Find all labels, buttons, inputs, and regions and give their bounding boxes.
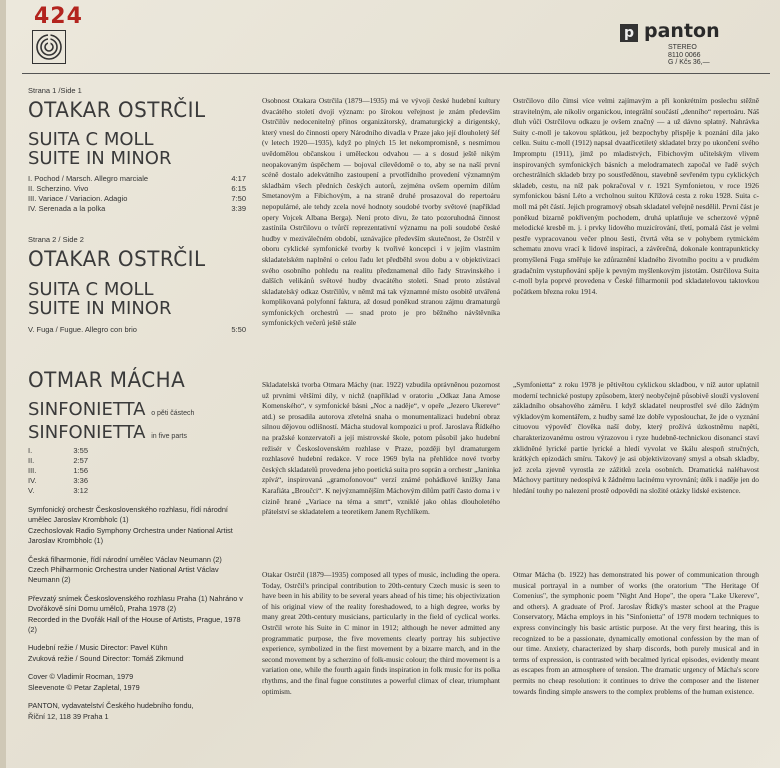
spiral-logo-icon [32, 30, 66, 64]
track-row: III. 1:56 [28, 466, 88, 475]
sinfonietta-tracklist [28, 446, 88, 496]
orchestra-credit-1: Symfonický orchestr Československého rozhlasu, řídí národní umělec Jaroslav Krombholc (1) Czechoslovak Radio Symphony Orchestra under National Artist Jaroslav Krombholc (1) [28, 505, 233, 546]
catalog-number: 8110 0066 [668, 51, 701, 59]
track-row: IV. Serenada a la polka 3:39 [28, 204, 246, 213]
handwritten-number: 424 [34, 4, 83, 29]
orchestra-credit-2: Česká filharmonie, řídí národní umělec Václav Neumann (2) Czech Philharmonic Orchestra under National Artist Václav Neumann (2) [28, 554, 222, 585]
track-row: I. 3:55 [28, 446, 88, 455]
side1-title-cz: SUITA C MOLL [28, 129, 154, 150]
side2-title-cz: SUITA C MOLL [28, 279, 154, 300]
side1-title-en: SUITE IN MINOR [28, 148, 172, 169]
side2-composer: OTAKAR OSTRČIL [28, 247, 206, 271]
brand-name: panton [644, 20, 720, 42]
sinfonietta-title-cz: SINFONIETTA o pěti částech [28, 399, 195, 420]
track-row: II. 2:57 [28, 456, 88, 465]
notes-ostrcil-cz-part1: Osobnost Otakara Ostrčila (1879—1935) má ve vývoji české hudební kultury dvacátého století dvojí význam: po šírokou veřejnost je znám především Ostrčilův nedocenitelný přínos organizátorský, dramaturgický a dirigentský, který vnesl do činnosti opery Národního divadla v Praze jako její dlouholetý šéf (v letech 1920—1935), když po plných 15 let nekompromisně, s nesmírnou uvědomělou občanskou i uměleckou odvahou — a s dosud ještě nikým neopakovaným úspěchem — bojoval cílevědomě o to, aby se na naší první scéně dostalo adekvátního zastoupení a prvotřídního provedení významným skladbám všech předních českých autorů, zejména ovšem operním dílům Smetanovým a Fibichovým, a na straně druhé prosazoval do repertoáru nepopulárné, ale tehdy zcela nové hodnoty soudobé tvorby světové (například opery Vojcek Albana Berga). Není proto divu, že tato pozoruhodná činnost zastínila Ostrčilovu o tvůrčí reprezentativní významu na poli soudobé české hudby v meziválečném období, uznávajíce především skutečnost, že Ostrčil v oboru cyklické symfonické tvorby k tvořivé koncepci i v jejím vlastním skladatelském naplnění o celou řadu let předběhl svou dobu a v objektivizaci svého osobního pohledu na realitu předznamenal dílo řady Stravinského i dalších velikánů světové hudby dvacátého století. Snad proto zůstával skladatelský odkaz Ostrčilův, v němž má tak významné místo osobitě utvářená komplikovaná polyfonní faktura, až dosud poněkud stranou zájmu dramaturgů symfonických orchestrů — snad proto je pro běžného návštěvníka symfonických večerů ještě stále [262, 96, 500, 328]
catalog-info [668, 44, 710, 67]
notes-ostrcil-cz-part2: Ostrčilovo dílo čímsi více velmi zajímavým a při konkrétním poslechu stěžně stravitelným, ale nikoliv organickou, integrální součástí „denního“ repertoáru. Náš dluh vůči Ostrčilovu odkazu je ovšem značný — a už dávno splatný. Nahrávka Suity c-moll je takovou splátkou, jež bezpochyby přispěje k poznání díla jako celku. Suitu c-moll (1912) napsal dvaatřicetiletý skladatel brzy po ukončení svého Impromptu (1911), jímž po mladistvých, Fibichovým učitelským vlivem inspirovaných symfonických básních a melodramatech započal ve řadě svých orchestrálních skladeb brzy po soustředěnou, stavebně sevřeném typu cyklických skladeb, cestu, na níž pak pokračoval v r. 1921 Symfonietou, v roce 1926 symfonickou básní Léto a vrcholnou suitou Křížová cesta z roku 1928. Suita c-moll má pět částí. Jejich programový obsah skladatel veřejně nesdělil. První část je poněkud bizarně pokřiveným pochodem, druhá uplatňuje ve scherzové výpně melodické kresbě m. j. i prvky lidového muzicírování, třetí, pomalá část je velmi pestře vypracovanou večer plnou šesti, čtvrtá věta se v pohybem rytmickém schematu znovu vrací k lidové inspiraci, a závěrečná, dokonale kontrapunkticky promyšlená Fuga směřuje ke zdůraznění kladného životního pocitu a v prudkém gradačním vystupňování spěje k pevným myšlenkovým jistotám. Ostrčilova Suita c-moll byla poprvé provedena v České filharmonii pod skladatelovou taktovkou počátkem března roku 1914. [513, 96, 759, 296]
header-divider [22, 73, 770, 74]
side2-label: Strana 2 / Side 2 [28, 235, 84, 244]
side2-tracklist [28, 325, 246, 335]
side1-label: Strana 1 /Side 1 [28, 86, 82, 95]
artwork-credits: Cover © Vladimír Rocman, 1979 Sleevenote © Petar Zapletal, 1979 [28, 672, 140, 692]
notes-macha-cz-part2: „Symfonietta“ z roku 1978 je pětivětou cyklickou skladbou, v níž autor uplatnil moderní technické postupy způsobem, který neobyčejně působivě slouží vyslovení základního obsahového záměru. I když skladatel neuprostřel své dílo žádným výkladovým komentářem, z hudby samé lze dobře vyposlouchat, že jde o vyznání cituovou výpověď člověka naší doby, který prožívá úzkostněmu napětí, charakterizovanému ostrou výrazovou i ryze hudebně-technickou disonancí staví zklidněné lyrické partie lyrické a hledí vyvolat ve škálu alespoň stručných, krátkých epizodách smíru. Takový je asi objektivizovaný smysl a obsah skladby, jež zcela zjevně vyrostla ze zážitků zcela osobních. Dramatická naléhavost Máchovy partitury nedospívá k žádnému lacinému vyrovnání; útěk i naděje jen do hledání touhy po nalezení prostě odpovědi na složité otázky lidské existence. [513, 380, 759, 495]
publisher-credit: PANTON, vydavatelství Českého hudebního fondu, Říční 12, 118 39 Praha 1 [28, 701, 194, 721]
macha-composer: OTMAR MÁCHA [28, 368, 186, 392]
track-row: IV. 3:36 [28, 476, 88, 485]
notes-macha-cz-part1: Skladatelská tvorba Otmara Máchy (nar. 1922) vzbudila oprávněnou pozornost už prvními většími díly, v nichž (například v oratoriu „Odkaz Jana Amose Komenského“, v symfonické básni „Noc a naděje“, v opeře „Jezero Ukereve“ atd.) se prosadila autorova zřetelná snaha o monumentalizaci hudební obraz silnou dějovou odlišností. Mácha studoval kompozici u prof. Jaroslava Řídkého na pražské konzervatoři a její mistrovské škole, potom působil jako hudební režisér v Československém rozhlase v Praze, později byl dramaturgem rozhlasové hudební redakce. V roce 1969 byla na přehlídce nové tvorby českých skladatelů provedena jeho poetická suita pro soprán a orchestr „Janinka zpívá“, inspirovaná „gramofonovou“ verzí známé pohádkové knížky Jana Karafiáta „Broučci“. K nejvýznamnějším Máchovým dílům patří často doma i v cizině hrané „Variace na téma a smrt“, vzniklé jako ohlas dlouholetého přátelství se skladatelem a teoretikem Janem Rychlíkem. [262, 380, 500, 517]
track-row: II. Scherzino. Vivo 6:15 [28, 184, 246, 193]
sinfonietta-title-en: SINFONIETTA in five parts [28, 422, 187, 443]
director-credits: Hudební režie / Music Director: Pavel Kühn Zvuková režie / Sound Director: Tomáš Zikmund [28, 643, 184, 663]
sleeve-edge [0, 0, 6, 768]
notes-ostrcil-en: Otakar Ostrčil (1879—1935) composed all types of music, including the opera. Today, Ostrčil's principal contribution to 20th-century Czech music is seen to have been in his ability to be several years ahead of his time; his objectivization of his original view of the reality foreshadowed, to a high degree, works by many great 20th-century musicians, particularly in the field of cyclical works. Ostrčil wrote his Suite in C minor in 1912; although he never admitted any programmatic purpose, the five movements clearly portray his subjective experience, symbolized in the first movement by a bizarre march, and in the second movement by a scherzino of folk-music colour; the third movement is a variation one, while the fourth again finds inspiration in folk music for its polka rhythms, and the final fugue constitutes a powerful climax of clear, triumphant optimism. [262, 570, 500, 696]
sinfonietta-title-block [28, 400, 194, 446]
credits-block [28, 505, 248, 730]
side2-title-block [28, 280, 171, 318]
notes-macha-en: Otmar Mácha (b. 1922) has demonstrated his power of communication through musical portrayal in a number of works (the oratorium "The Heritage Of Comenius", the symphonic poem "Night And Hope", the opera "Lake Ukereve", and others). A graduate of Prof. Jaroslav Řídký's master school at the Prague Conservatory, Mácha employs in his "Sinfonietta" of 1978 modern techniques to express convincingly his basic artistic purpose. At the very first hearing, this is recognized to be a passionate, dynamically emotional confession by the man of our time. Anxiety, characterized by sharp discords, both purely musical and in terms of expression, is contrasted with becalmed lyrical episodes, evidently meant as escapes from an atmosphere of tension. The dramatic urgency of Mácha's score permits no cheap resolution: it continues to drive the composer and the listener towards finding simple answers to the complex problems of the human existence. [513, 570, 759, 696]
recording-credit: Převzatý snímek Československého rozhlasu Praha (1) Nahráno v Dvořákově síni Domu umělců, Praha 1978 (2) Recorded in the Dvořák Hall of the House of Artists, Prague, 1978 (2) [28, 593, 243, 635]
panton-logo-icon: p [620, 24, 638, 42]
side1-tracklist [28, 174, 246, 214]
price: G / Kčs 36,— [668, 59, 710, 66]
side1-composer: OTAKAR OSTRČIL [28, 98, 206, 122]
track-row: I. Pochod / Marsch. Allegro marciale 4:17 [28, 174, 246, 183]
side2-title-en: SUITE IN MINOR [28, 298, 172, 319]
side1-title-block [28, 130, 171, 168]
track-row: V. Fuga / Fugue. Allegro con brio 5:50 [28, 325, 246, 334]
stereo-label: STEREO [668, 44, 697, 51]
track-row: III. Variace / Variacion. Adagio 7:50 [28, 194, 246, 203]
track-row: V. 3:12 [28, 486, 88, 495]
